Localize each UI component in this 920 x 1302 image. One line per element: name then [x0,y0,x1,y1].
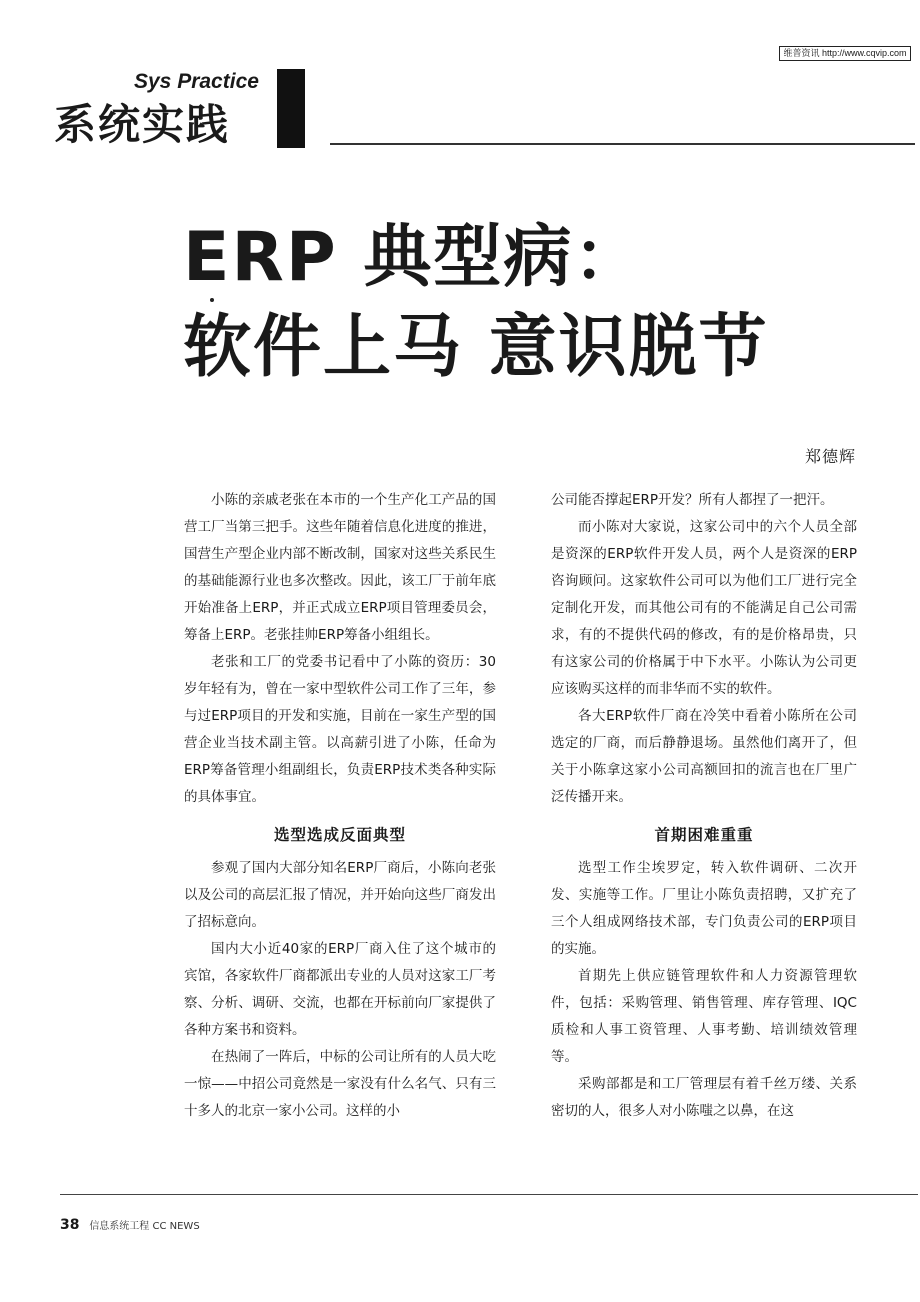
body-column-right [551,487,857,1125]
body-column-left [184,487,496,1125]
paragraph: 选型工作尘埃罗定，转入软件调研、二次开发、实施等工作。厂里让小陈负责招聘，又扩充了三个人组成网络技术部，专门负责公司的ERP项目的实施。 [551,860,857,957]
paragraph: 老张和工厂的党委书记看中了小陈的资历：30岁年轻有为，曾在一家中型软件公司工作了三年，参与过ERP项目的开发和实施，目前在一家生产型的国营企业当技术副主管。以高薪引进了小陈，任命为ERP筹备管理小组副组长，负责ERP技术类各种实际的具体事宜。 [184,654,496,805]
subheading: 首期困难重重 [654,826,754,844]
article-title-line-1: ERP 典型病： [183,218,644,297]
magazine-name: 信息系统工程 CC NEWS [89,1221,200,1232]
section-title-english: Sys Practice [134,70,259,93]
paragraph: 小陈的亲戚老张在本市的一个生产化工产品的国营工厂当第三把手。这些年随着信息化进度的推进，国营生产型企业内部不断改制，国家对这些关系民生的基础能源行业也多次整改。因此，该工厂于前年底开始准备上ERP，并正式成立ERP项目管理委员会，筹备上ERP。老张挂帅ERP筹备小组组长。 [184,492,496,643]
footer-rule [60,1194,918,1195]
paragraph: 而小陈对大家说，这家公司中的六个人员全部是资深的ERP软件开发人员，两个人是资深的ERP咨询顾问。这家软件公司可以为他们工厂进行完全定制化开发，而其他公司有的不能满足自己公司需求，有的不提供代码的修改，有的是价格昂贵，只有这家公司的价格属于中下水平。小陈认为公司更应该购买这样的而非华而不实的软件。 [551,519,857,697]
paragraph: 在热闹了一阵后，中标的公司让所有的人员大吃一惊——中招公司竟然是一家没有什么名气、只有三十多人的北京一家小公司。这样的小 [184,1049,496,1119]
paragraph: 国内大小近40家的ERP厂商入住了这个城市的宾馆，各家软件厂商都派出专业的人员对这家工厂考察、分析、调研、交流，也都在开标前向厂家提供了各种方案书和资料。 [184,941,496,1038]
paragraph: 首期先上供应链管理软件和人力资源管理软件，包括：采购管理、销售管理、库存管理、IQC质检和人事工资管理、人事考勤、培训绩效管理等。 [551,968,857,1065]
section-title-chinese: 系统实践 [54,100,231,149]
subheading: 选型选成反面典型 [273,826,406,844]
paragraph: 公司能否撑起ERP开发？所有人都捏了一把汗。 [551,492,834,508]
page-number: 38 [60,1217,80,1233]
header-rule [330,143,915,145]
page-footer [60,1217,200,1233]
article-title-line-2: 软件上马 意识脱节 [183,308,769,387]
paragraph: 采购部都是和工厂管理层有着千丝万缕、关系密切的人，很多人对小陈嗤之以鼻，在这 [551,1076,857,1119]
section-marker-block [277,69,305,148]
paragraph: 参观了国内大部分知名ERP厂商后，小陈向老张以及公司的高层汇报了情况，并开始向这些厂商发出了招标意向。 [184,860,496,930]
paragraph: 各大ERP软件厂商在冷笑中看着小陈所在公司选定的厂商，而后静静退场。虽然他们离开了，但关于小陈拿这家小公司高额回扣的流言也在厂里广泛传播开来。 [551,708,857,805]
title-dot [210,298,214,302]
article-author: 郑德辉 [804,447,856,466]
source-stamp: 维普资讯 http://www.cqvip.com [779,46,911,61]
